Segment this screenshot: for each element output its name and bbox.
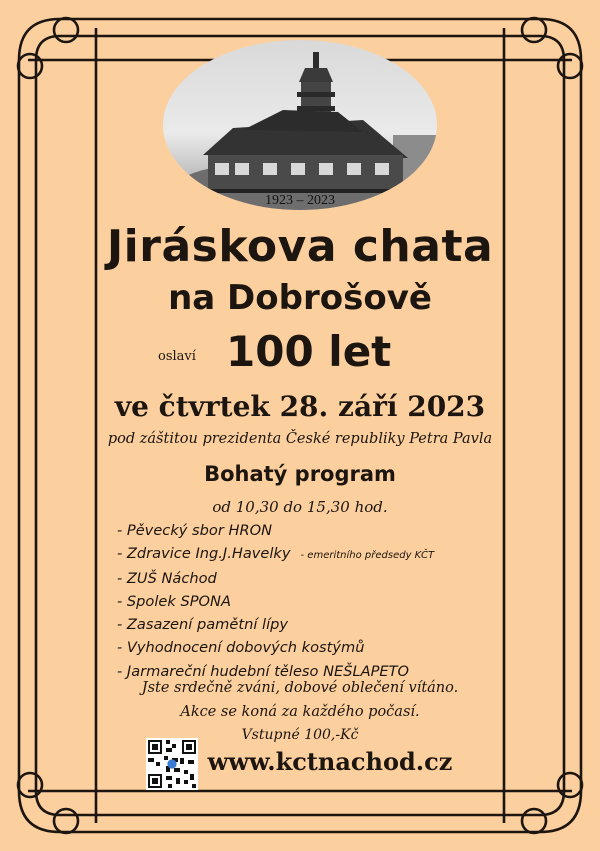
list-item: - Pěvecký sbor HRON (117, 522, 273, 539)
list-item: - Zdravice Ing.J.Havelky - emeritního předsedy KČT (117, 545, 435, 563)
program-list (117, 519, 434, 683)
list-item-note: - emeritního předsedy KČT (300, 550, 435, 562)
list-item: - Spolek SPONA (117, 593, 231, 611)
photo-years-caption: 1923 – 2023 (265, 193, 335, 208)
celebration-main: 100 let (226, 327, 392, 376)
program-hours: od 10,30 do 15,30 hod. (212, 498, 388, 516)
entry-fee: Vstupné 100,-Kč (241, 727, 359, 743)
list-item: - Zasazení pamětní lípy (117, 616, 289, 634)
list-item: - Jarmareční hudební těleso NEŠLAPETO (117, 662, 410, 680)
event-date: ve čtvrtek 28. září 2023 (114, 390, 486, 423)
welcome-line-1: Jste srdečně zváni, dobové oblečení vítáno. (141, 680, 459, 696)
website-link[interactable]: www.kctnachod.cz (207, 747, 453, 776)
celebration-prefix: oslaví (158, 349, 196, 364)
welcome-line-2: Akce se koná za každého počasí. (180, 704, 420, 720)
list-item: - Vyhodnocení dobových kostýmů (117, 639, 365, 657)
list-item: - ZUŠ Náchod (117, 570, 217, 588)
lodge-photo (163, 40, 437, 210)
program-heading: Bohatý program (204, 462, 396, 486)
patronage-text: pod záštitou prezidenta České republiky Petra Pavla (107, 431, 493, 447)
celebration-line (0, 327, 600, 377)
title-line-1: Jiráskova chata (106, 221, 494, 272)
title-line-2: na Dobrošově (168, 278, 432, 318)
